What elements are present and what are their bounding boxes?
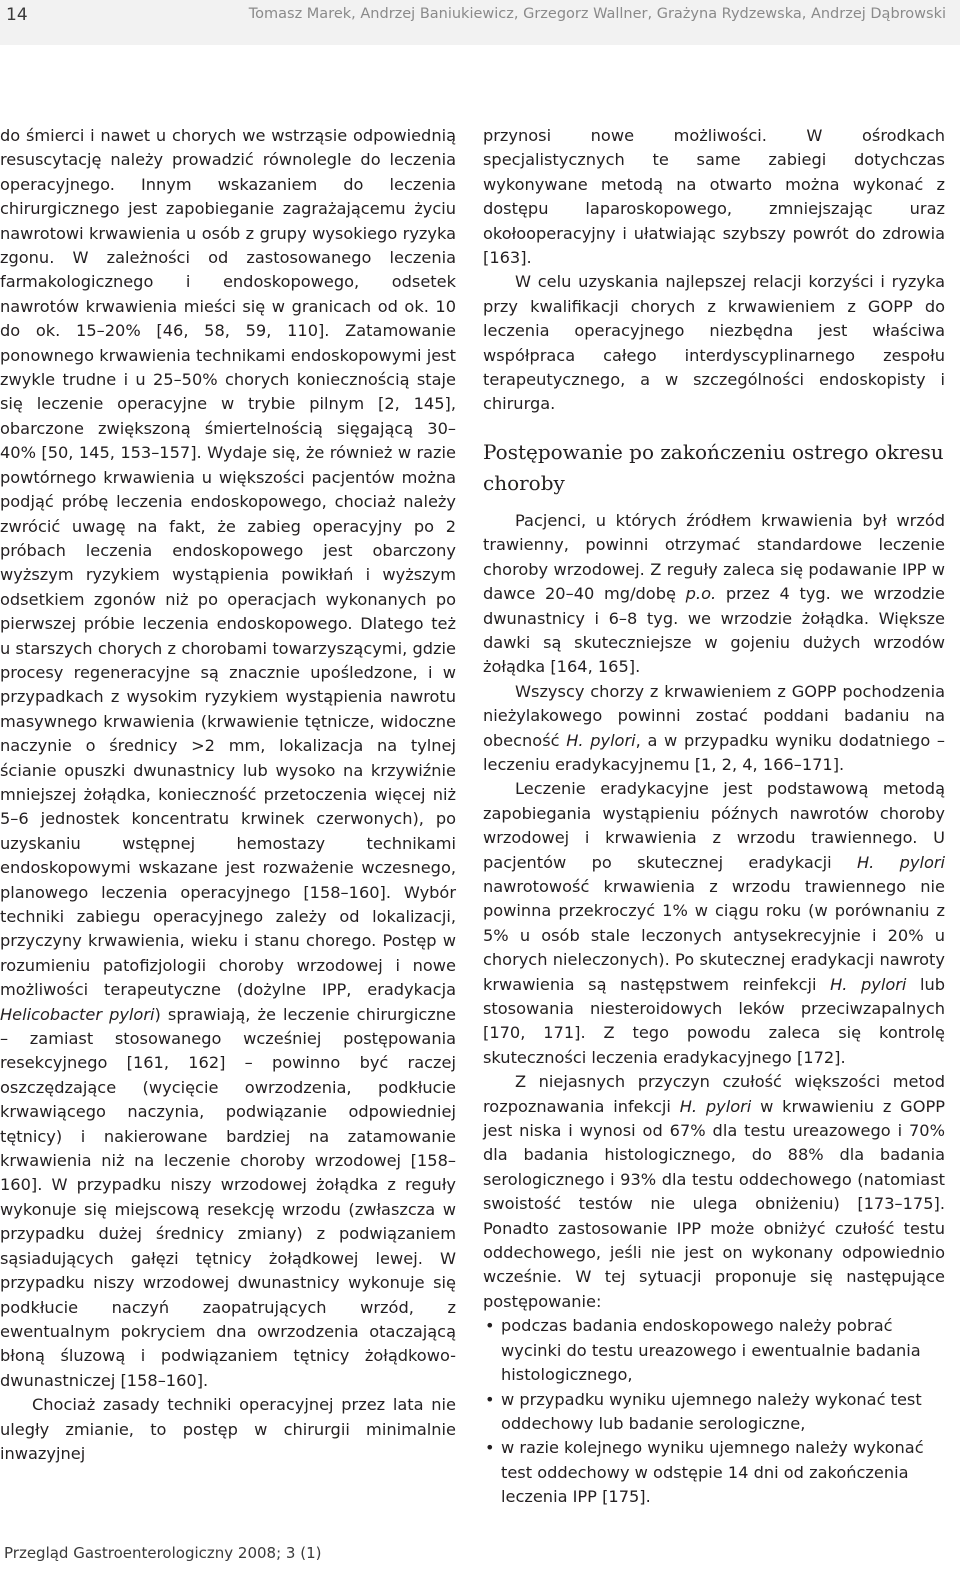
left-paragraph-2: Chociaż zasady techniki operacyjnej przez lata nie uległy zmianie, to postęp w chirurgii minimalnie inwazyjnej [0, 1395, 456, 1463]
left-paragraph-1: do śmierci i nawet u chorych we wstrząsie odpowiednią resuscytację należy prowadzić równolegle do leczenia operacyjnego. Innym wskazaniem do leczenia chirurgicznego jest zapobieganie zagrażającemu życiu nawrotowi krwawienia u osób z grupy wysokiego ryzyka zgonu. W zależności od zastosowanego leczenia farmakologicznego i endoskopowego, odsetek nawrotów krwawienia mieści się w granicach od ok. 10 do ok. 15–20% [46, 58, 59, 110]. Zatamowanie ponownego krwawienia technikami endoskopowymi jest zwykle trudne i u 25–50% chorych koniecznością staje się leczenie operacyjne w trybie pilnym [2, 145], obarczone zwiększoną śmiertelnością sięgającą 30–40% [50, 145, 153–157]. Wydaje się, że również w razie powtórnego krwawienia u większości pacjentów można podjąć próbę leczenia endoskopowego, chociaż należy zwrócić uwagę na fakt, że zabieg operacyjny po 2 próbach leczenia endoskopowego jest obarczony wyższym ryzykiem wystąpienia powikłań i wyższym odsetkiem zgonów niż po operacjach wykonanych po pierwszej próbie leczenia endoskopowego. Dlatego też u starszych chorych z chorobami towarzyszącymi, gdzie procesy regeneracyjne są znacznie upośledzone, i w przypadkach z wysokim ryzykiem wystąpienia nawrotu masywnego krwawienia (krwawienie tętnicze, widoczne naczynie o średnicy >2 mm, lokalizacja na tylnej ścianie opuszki dwunastnicy lub wysoko na krzywiźnie mniejszej żołądka, konieczność przetoczenia więcej niż 5–6 jednostek koncentratu krwinek czerwonych), po uzyskaniu wstępnej hemostazy technikami endoskopowymi wskazane jest rozważenie wczesnego, planowego leczenia operacyjnego [158–160]. Wybór techniki zabiegu operacyjnego zależy od lokalizacji, przyczyny krwawienia, wieku i stanu chorego. Postęp w rozumieniu patofizjologii choroby wrzodowej i nowe możliwości terapeutyczne (dożylne IPP, eradykacja Helicobacter pylori) sprawiają, że leczenie chirurgiczne – zamiast stosowanego wcześniej postępowania resekcyjnego [161, 162] – powinno być raczej oszczędzające (wycięcie owrzodzenia, podkłucie krwawiącego naczynia, podwiązanie odpowiedniej tętnicy) i nakierowane bardziej na zatamowanie krwawienia niż na leczenie choroby wrzodowej [158–160]. W przypadku niszy wrzodowej żołądka z reguły wykonuje się miejscową resekcję wrzodu (zwłaszcza w przypadku dużej średnicy zmiany) z podwiązaniem sąsiadujących gałęzi tętnicy żołądkowej lewej. W przypadku niszy wrzodowej dwunastnicy wykonuje się podkłucie naczyń zaopatrujących wrzód, z ewentualnym pokryciem dna owrzodzenia otaczającą błoną śluzową i podwiązaniem tętnicy żołądkowo-dwunastniczej [158–160]. [0, 126, 457, 1390]
right-paragraph-1: przynosi nowe możliwości. W ośrodkach specjalistycznych te same zabiegi dotychczas wykonywane metodą na otwarto można wykonać z dostępu laparoskopowego, zmniejszając uraz okołooperacyjny i ułatwiając szybszy powrót do zdrowia [163]. [483, 126, 945, 268]
right-paragraph-2: W celu uzyskania najlepszej relacji korzyści i ryzyka przy kwalifikacji chorych z krwawieniem z GOPP do leczenia operacyjnego niezbędna jest właściwa współpraca całego interdyscyplinarnego zespołu terapeutycznego, a w szczególności endoskopisty i chirurga. [483, 272, 945, 414]
list-item: • w razie kolejnego wyniku ujemnego należy wykonać test oddechowy w odstępie 14 dni od zakończenia leczenia IPP [175]. [483, 1436, 945, 1509]
recommendation-list [483, 1314, 945, 1509]
page-header [0, 0, 960, 45]
section-heading: Postępowanie po zakończeniu ostrego okresu choroby [483, 439, 944, 495]
left-column [0, 124, 456, 1466]
right-column [483, 124, 945, 1510]
list-item: • w przypadku wyniku ujemnego należy wykonać test oddechowy lub badanie serologiczne, [483, 1388, 945, 1437]
right-paragraph-5: Leczenie eradykacyjne jest podstawową metodą zapobiegania wystąpieniu późnych nawrotów choroby wrzodowej i krwawienia z wrzodu trawiennego. U pacjentów po skutecznej eradykacji H. pylori nawrotowość krwawienia z wrzodu trawiennego nie powinna przekroczyć 1% w ciągu roku (w porównaniu z 5% u osób stale leczonych antysekrecyjnie i 20% u chorych nieleczonych). Po skutecznej eradykacji nawroty krwawienia są następstwem reinfekcji H. pylori lub stosowania niesteroidowych leków przeciwzapalnych [170, 171]. Z tego powodu zaleca się kontrolę skuteczności leczenia eradykacyjnego [172]. [483, 779, 945, 1067]
journal-footer: Przegląd Gastroenterologiczny 2008; 3 (1) [4, 1544, 322, 1562]
list-item: • podczas badania endoskopowego należy pobrać wycinki do testu ureazowego i ewentualnie badania histologicznego, [483, 1314, 945, 1387]
running-head-authors: Tomasz Marek, Andrzej Baniukiewicz, Grzegorz Wallner, Grażyna Rydzewska, Andrzej Dąbrowski [248, 6, 946, 22]
right-paragraph-3: Pacjenci, u których źródłem krwawienia był wrzód trawienny, powinni otrzymać standardowe leczenie choroby wrzodowej. Z reguły zaleca się podawanie IPP w dawce 20–40 mg/dobę p.o. przez 4 tyg. we wrzodzie dwunastnicy i 6–8 tyg. we wrzodzie żołądka. Większe dawki są skuteczniejsze w gojeniu dużych wrzodów żołądka [164, 165]. [483, 510, 945, 677]
right-paragraph-6: Z niejasnych przyczyn czułość większości metod rozpoznawania infekcji H. pylori w krwawieniu z GOPP jest niska i wynosi od 67% dla testu ureazowego i 70% dla badania histologicznego, do 88% dla badania serologicznego i 93% dla testu oddechowego (natomiast swoistość testów nie ulega obniżeniu) [173–175]. Ponadto zastosowanie IPP może obniżyć czułość testu oddechowego, jeśli nie jest on wykonany odpowiednio wcześnie. W tej sytuacji proponuje się następujące postępowanie: [483, 1072, 945, 1311]
right-paragraph-4: Wszyscy chorzy z krwawieniem z GOPP pochodzenia nieżylakowego powinni zostać poddani badaniu na obecność H. pylori, a w przypadku wyniku dodatniego – leczeniu eradykacyjnemu [1, 2, 4, 166–171]. [483, 681, 946, 774]
page-number: 14 [6, 5, 28, 25]
